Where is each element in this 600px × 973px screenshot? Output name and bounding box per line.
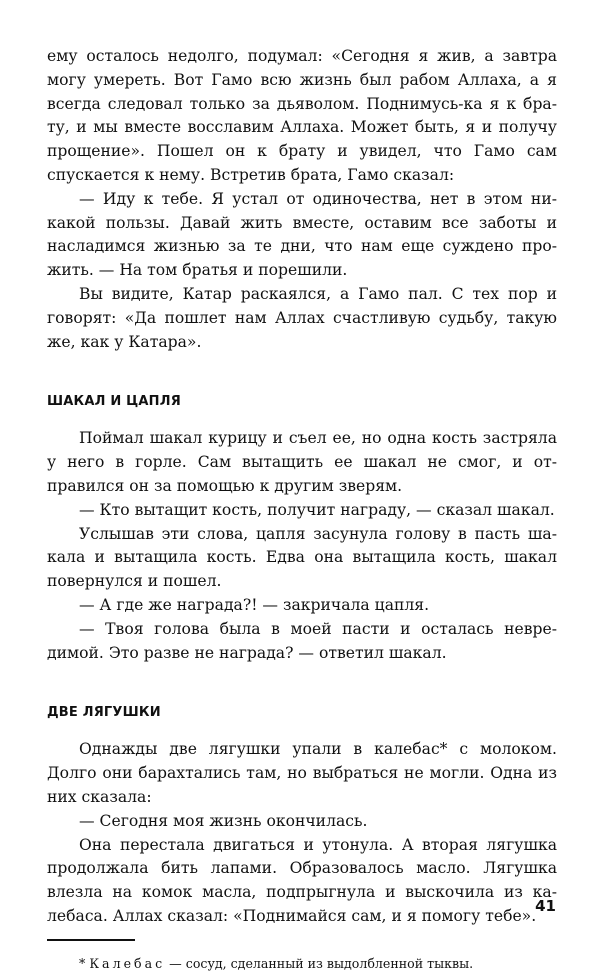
footnote-term: Калебас (89, 955, 166, 971)
paragraph: Она перестала двигаться и утонула. А вторая лягушка продолжала бить лапами. Образовалось масло. Лягушка влезла на комок масла, подпрыгнула и выскочила из калебаса. Аллах сказал: «Поднимайся сам, и я помогу тебе». (47, 835, 557, 925)
story-two-frogs (47, 738, 557, 928)
paragraph: — Иду к тебе. Я устал от одиночества, нет в этом никакой пользы. Давай жить вместе, оставим все заботы и насладимся жизнью за те дни, что нам еще суждено прожить. — На том братья и порешили. (47, 189, 557, 280)
paragraph: — Кто вытащит кость, получит награду, — сказал шакал. (79, 500, 555, 519)
footnote-marker: * (79, 955, 86, 971)
paragraph: Однажды две лягушки упали в калебас* с молоком. Долго они барахтались там, но выбраться не могли. Одна из них сказала: (47, 740, 557, 806)
paragraph: Поймал шакал курицу и съел ее, но одна кость застряла у него в горле. Сам вытащить ее шакал не смог, и отправился он за помощью к другим зверям. (47, 429, 557, 495)
footnote-divider (47, 939, 135, 941)
story-title-jackal-and-heron: ШАКАЛ И ЦАПЛЯ (47, 394, 181, 410)
paragraph: — Твоя голова была в моей пасти и осталась невредимой. Это разве не награда? — ответил шакал. (47, 619, 557, 662)
paragraph: — Сегодня моя жизнь окончилась. (79, 811, 368, 830)
footnote-definition: — сосуд, сделанный из выдолбленной тыквы. (165, 955, 474, 971)
paragraph: Услышав эти слова, цапля засунула голову в пасть шакала и вытащила кость. Едва она вытащила кость, шакал повернулся и пошел. (47, 524, 557, 591)
story-title-two-frogs: ДВЕ ЛЯГУШКИ (47, 705, 161, 721)
story-jackal-and-heron (47, 427, 557, 665)
paragraph: — А где же награда?! — закричала цапля. (79, 595, 430, 614)
page-number: 41 (535, 897, 556, 915)
paragraph: Вы видите, Катар раскаялся, а Гамо пал. С тех пор и говорят: «Да пошлет нам Аллах счастливую судьбу, такую же, как у Катара». (47, 284, 557, 351)
page-text (47, 45, 557, 973)
story-continuation (47, 45, 557, 354)
footnote (79, 955, 557, 973)
paragraph: ему осталось недолго, подумал: «Сегодня я жив, а завтра могу умереть. Вот Гамо всю жизнь был рабом Аллаха, а я всегда следовал только за дьяволом. Поднимусь-ка я к брату, и мы вместе восславим Аллаха. Может быть, я и получу прощение». Пошел он к брату и увидел, что Гамо сам спускается к нему. Встретив брата, Гамо сказал: (47, 47, 557, 184)
